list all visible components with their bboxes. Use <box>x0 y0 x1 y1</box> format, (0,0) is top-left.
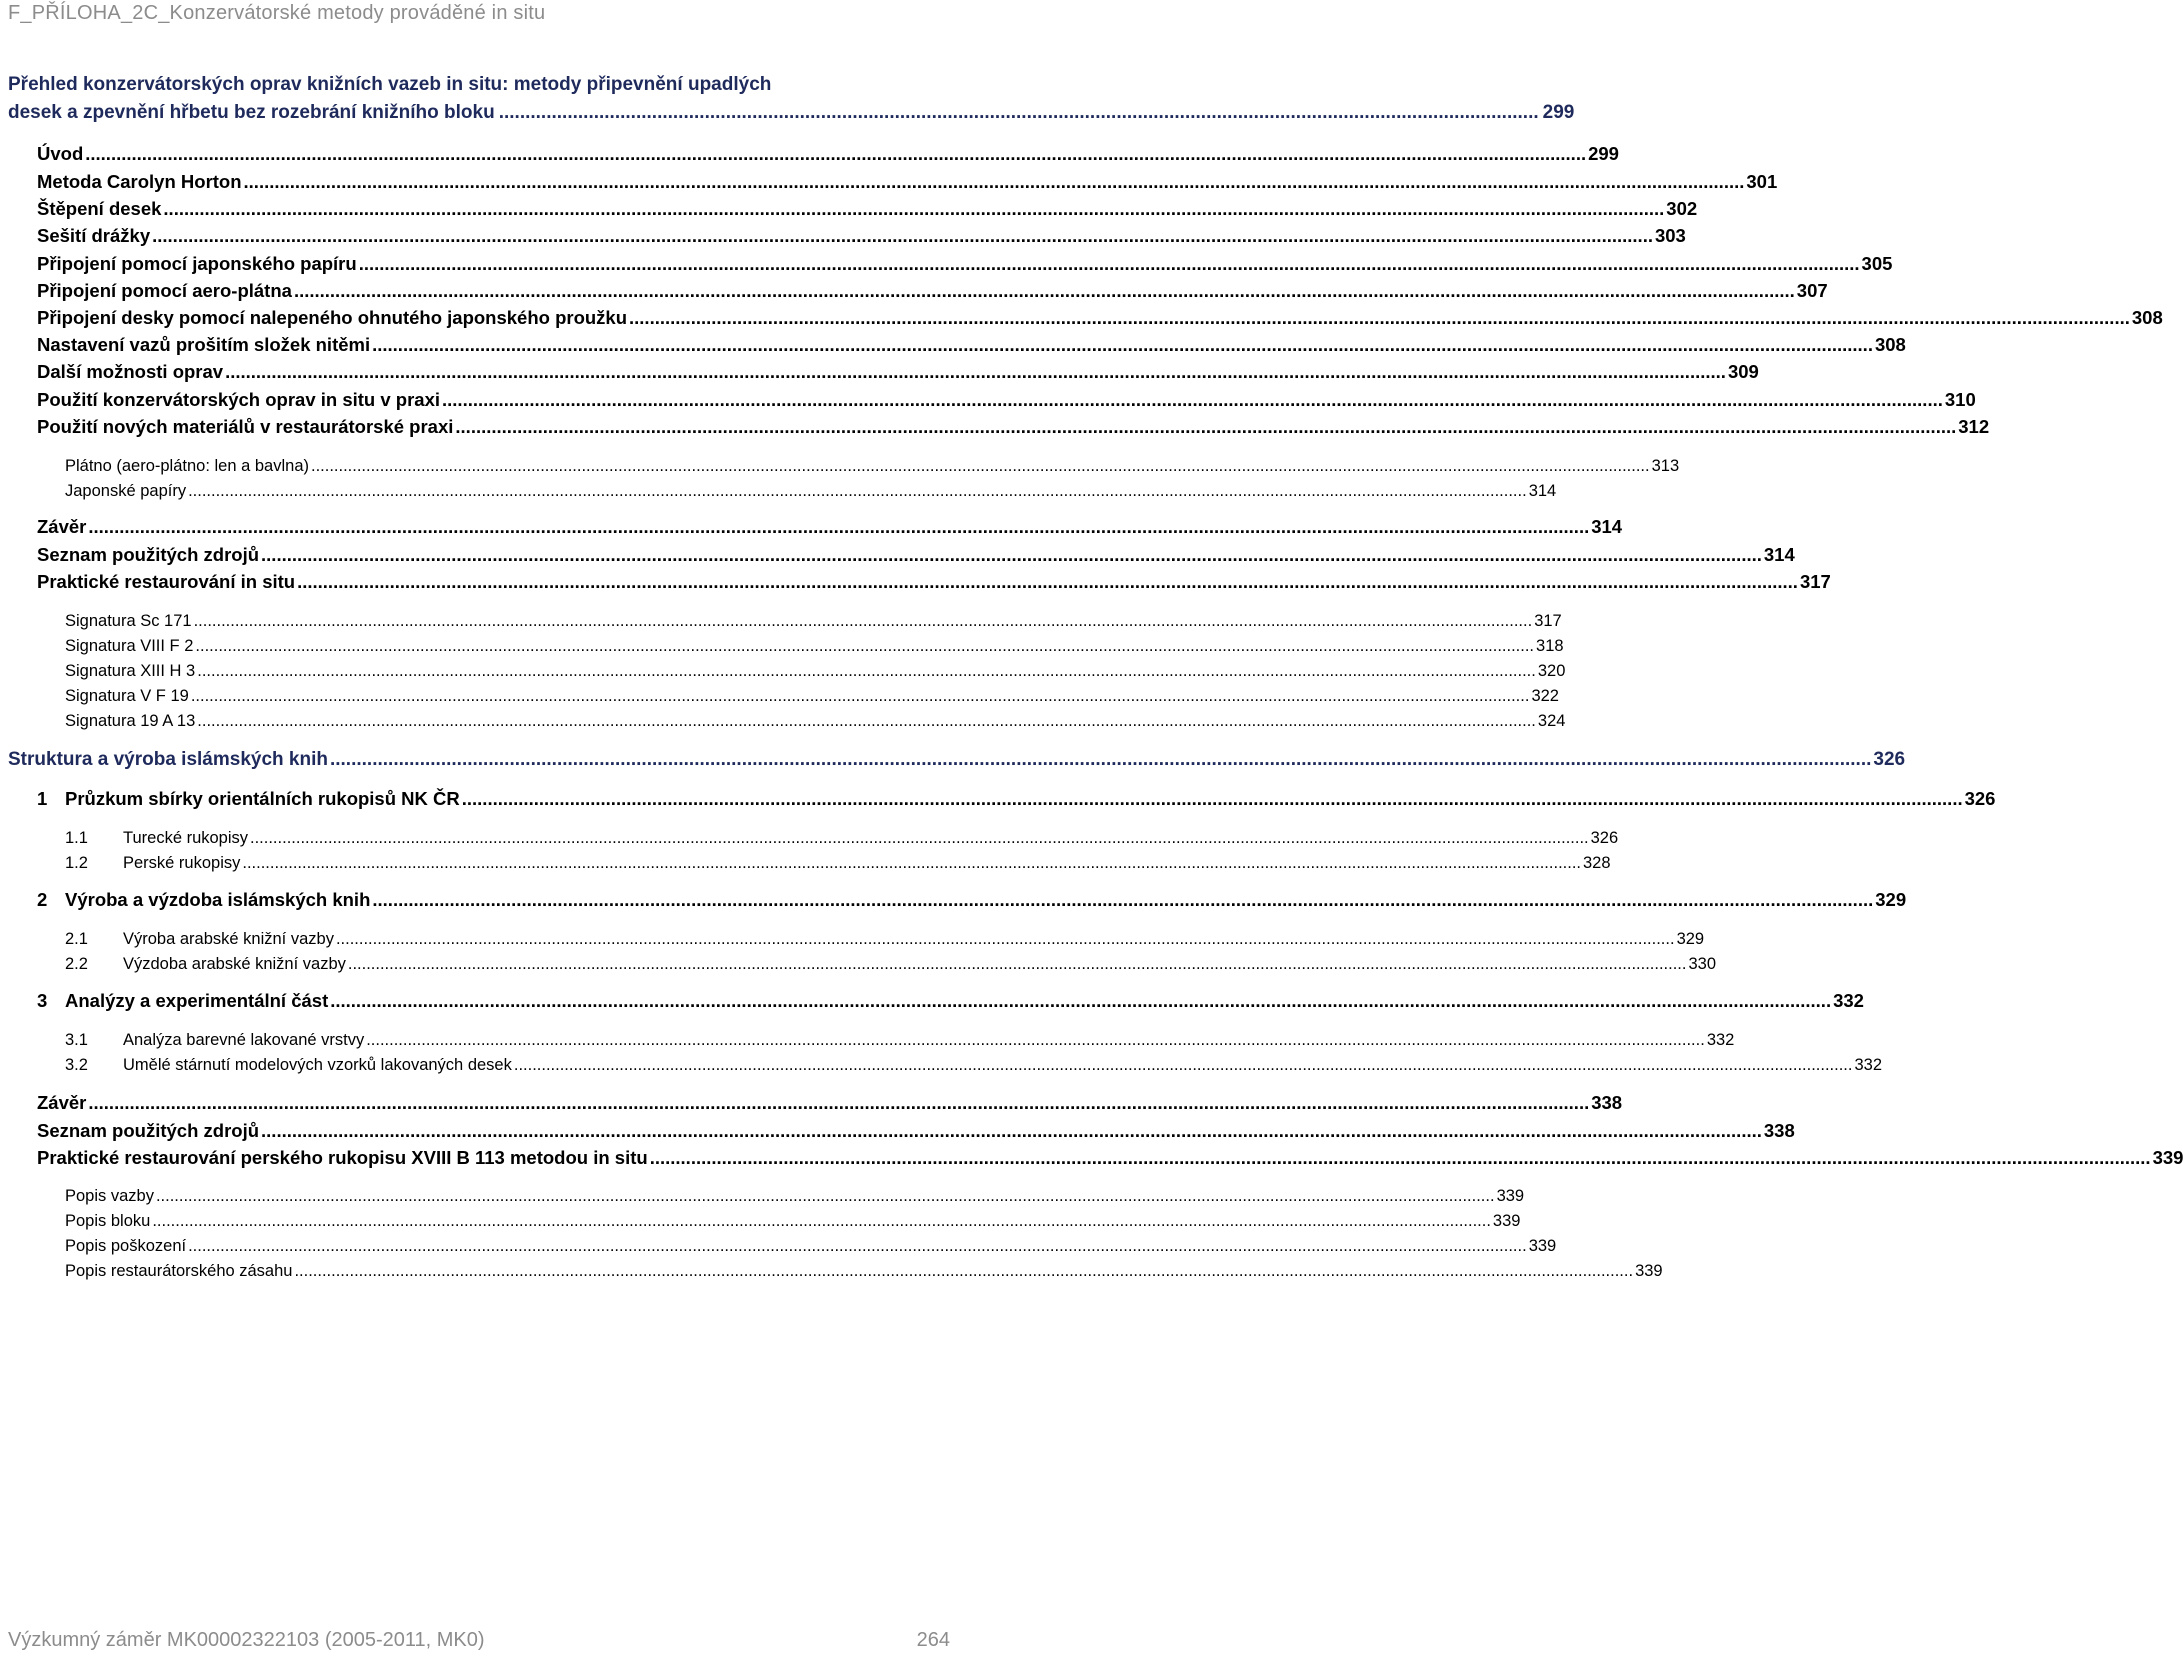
toc-leader-dots <box>261 1120 1762 1142</box>
toc-entry-text: Analýza barevné lakované vrstvy <box>123 1031 365 1049</box>
toc-page-number: 339 <box>2152 1147 2183 1168</box>
toc-entry-text: Výzdoba arabské knižní vazby <box>123 955 346 973</box>
toc-entry-text: Připojení desky pomocí nalepeného ohnutého japonského proužku <box>37 307 628 328</box>
toc-page-number: 314 <box>1528 482 1557 500</box>
toc-entry-text: Signatura XIII H 3 <box>65 662 196 680</box>
toc-page-number: 320 <box>1537 662 1566 680</box>
toc-leader-dots <box>152 225 1653 247</box>
toc-page-number: 305 <box>1861 253 1893 274</box>
toc-page-number: 308 <box>2131 307 2163 328</box>
toc-entry-text: Popis restaurátorského zásahu <box>65 1262 293 1280</box>
toc-entry-text: Seznam použitých zdrojů <box>37 544 260 565</box>
toc-entry[interactable] <box>37 221 1686 247</box>
toc-page-number: 339 <box>1635 1262 1663 1280</box>
toc-subentry[interactable] <box>65 1257 1663 1281</box>
toc-title-line-2-text: desek a zpevnění hřbetu bez rozebrání knižního bloku <box>8 102 495 123</box>
toc-page-number: 308 <box>1874 334 1906 355</box>
toc-entry-number: 3.1 <box>65 1031 88 1049</box>
toc-page-number: 329 <box>1676 930 1705 948</box>
toc-entry[interactable] <box>37 357 1759 383</box>
toc-chapter[interactable] <box>37 885 1907 911</box>
toc-leader-dots <box>195 637 1534 656</box>
toc-entry[interactable] <box>37 540 1795 566</box>
toc-page-number: 326 <box>1590 829 1619 847</box>
toc-leader-dots <box>455 416 1956 438</box>
toc-subentry[interactable] <box>65 632 1564 656</box>
toc-leader-dots <box>650 1147 2151 1169</box>
toc-entry-number: 1.2 <box>65 854 88 872</box>
toc-entry[interactable] <box>37 412 1990 438</box>
toc-entry[interactable] <box>37 1143 2183 1169</box>
toc-entry[interactable] <box>37 276 1828 302</box>
toc-leader-dots <box>336 930 1675 949</box>
toc-entry-text: Další možnosti oprav <box>37 361 224 382</box>
toc-leader-dots <box>297 571 1798 593</box>
toc-subentry[interactable] <box>65 452 1680 476</box>
toc-entry-text: Výroba arabské knižní vazby <box>123 930 334 948</box>
toc-subchapter[interactable] <box>65 950 1717 974</box>
toc-section-title-1[interactable] <box>8 70 1575 126</box>
toc-entry-text: Nastavení vazů prošitím složek nitěmi <box>37 334 371 355</box>
toc-page-number: 338 <box>1591 1092 1623 1113</box>
toc-entry-text: Použití nových materiálů v restaurátorské praxi <box>37 416 454 437</box>
toc-page-number: 339 <box>1496 1187 1525 1205</box>
toc-entry-text: Turecké rukopisy <box>123 829 249 847</box>
toc-entry-number: 2.1 <box>65 930 88 948</box>
toc-leader-dots <box>191 687 1530 706</box>
toc-entry-text: Signatura Sc 171 <box>65 612 192 630</box>
toc-leader-dots <box>152 1212 1491 1231</box>
toc-entry-text: Připojení pomocí japonského papíru <box>37 253 357 274</box>
toc-leader-dots <box>244 171 1745 193</box>
toc-subentry[interactable] <box>65 707 1566 731</box>
toc-entry-text: Sešití drážky <box>37 225 151 246</box>
toc-entry-text: Průzkum sbírky orientálních rukopisů NK ČR <box>65 788 460 809</box>
toc-subchapter[interactable] <box>65 1026 1735 1050</box>
toc-leader-dots <box>442 389 1943 411</box>
toc-page-number: 339 <box>1492 1212 1521 1230</box>
toc-entry-number: 3 <box>37 990 48 1011</box>
toc-entry-number: 2 <box>37 889 48 910</box>
toc-entry-text: Výroba a výzdoba islámských knih <box>65 889 371 910</box>
toc-entry-text: Praktické restaurování in situ <box>37 571 296 592</box>
toc-leader-dots <box>242 854 1581 873</box>
toc-entry[interactable] <box>37 167 1778 193</box>
toc-subchapter[interactable] <box>65 849 1611 873</box>
toc-leader-dots <box>197 662 1536 681</box>
toc-subchapter[interactable] <box>65 1051 1882 1075</box>
toc-page-number: 324 <box>1537 712 1566 730</box>
toc-leader-dots <box>514 1056 1853 1075</box>
toc-leader-dots <box>372 334 1873 356</box>
toc-page-number: 326 <box>1964 788 1996 809</box>
toc-page-number: 312 <box>1958 416 1990 437</box>
toc-page-number: 317 <box>1799 571 1831 592</box>
toc-page-number: 307 <box>1796 280 1828 301</box>
toc-leader-dots <box>629 307 2130 329</box>
toc-subentry[interactable] <box>65 607 1562 631</box>
toc-page-number: 310 <box>1944 389 1976 410</box>
toc-page-number: 313 <box>1651 457 1680 475</box>
toc-entry-text: Závěr <box>37 1092 87 1113</box>
toc-subentry[interactable] <box>65 1207 1521 1231</box>
toc-leader-dots: ..................................................................................................................................................................................................... <box>498 102 1539 123</box>
toc-page-number: 302 <box>1666 198 1698 219</box>
running-header: F_PŘÍLOHA_2C_Konzervátorské metody prováděné in situ <box>8 2 546 24</box>
toc-entry[interactable] <box>37 249 1893 275</box>
toc-leader-dots <box>85 143 1586 165</box>
toc-page-number: 326 <box>1873 749 1906 770</box>
toc-page-number: 339 <box>1528 1237 1557 1255</box>
toc-subentry[interactable] <box>65 657 1566 681</box>
toc-page-number: 332 <box>1833 990 1864 1011</box>
toc-leader-dots <box>197 712 1536 731</box>
toc-entry[interactable] <box>37 194 1698 220</box>
toc-title-line-2 <box>8 98 1575 126</box>
toc-page-number: 330 <box>1688 955 1717 973</box>
toc-entry[interactable] <box>37 303 2163 329</box>
toc-leader-dots <box>359 253 1860 275</box>
toc-leader-dots <box>188 1237 1527 1256</box>
toc-entry-text: Perské rukopisy <box>123 854 241 872</box>
toc-entry-text: Praktické restaurování perského rukopisu XVIII B 113 metodou in situ <box>37 1147 648 1168</box>
toc-entry[interactable] <box>37 139 1619 165</box>
toc-leader-dots <box>225 361 1726 383</box>
toc-leader-dots <box>163 198 1664 220</box>
toc-entry-text: Umělé stárnutí modelových vzorků lakovaných desek <box>123 1056 512 1074</box>
toc-entry-text: Metoda Carolyn Horton <box>37 171 242 192</box>
footer-page-number: 264 <box>916 1629 950 1651</box>
toc-entry-number: 1 <box>37 788 48 809</box>
toc-leader-dots <box>330 749 1871 771</box>
toc-entry-text: Připojení pomocí aero-plátna <box>37 280 292 301</box>
toc-entry[interactable] <box>37 567 1831 593</box>
toc-leader-dots <box>372 889 1873 911</box>
toc-page-number: 332 <box>1854 1056 1882 1074</box>
toc-leader-dots <box>366 1031 1705 1050</box>
toc-section-title-2[interactable] <box>8 744 1906 771</box>
toc-subentry[interactable] <box>65 1232 1557 1256</box>
toc-page-number: 299 <box>1542 102 1575 123</box>
toc-entry-text: Popis vazby <box>65 1187 154 1205</box>
toc-entry[interactable] <box>37 330 1906 356</box>
toc-leader-dots <box>348 955 1687 974</box>
toc-entry-text: Analýzy a experimentální část <box>65 990 329 1011</box>
toc-entry[interactable] <box>37 1116 1795 1142</box>
toc-subchapter[interactable] <box>65 925 1705 949</box>
toc-entry-text: Signatura VIII F 2 <box>65 637 194 655</box>
toc-page-number: 299 <box>1588 143 1619 164</box>
toc-leader-dots <box>330 990 1831 1012</box>
toc-page-number: 338 <box>1763 1120 1795 1141</box>
toc-leader-dots <box>250 829 1589 848</box>
toc-page-number: 317 <box>1534 612 1562 630</box>
toc-subentry[interactable] <box>65 1182 1525 1206</box>
toc-page-number: 318 <box>1536 637 1564 655</box>
toc-entry-number: 2.2 <box>65 955 88 973</box>
toc-leader-dots <box>462 788 1963 810</box>
toc-entry-text: Japonské papíry <box>65 482 187 500</box>
toc-title-line-1: Přehled konzervátorských oprav knižních vazeb in situ: metody připevnění upadlých <box>8 74 772 95</box>
toc-leader-dots <box>88 516 1589 538</box>
toc-leader-dots <box>156 1187 1495 1206</box>
toc-subentry[interactable] <box>65 682 1559 706</box>
toc-entry-text: Použití konzervátorských oprav in situ v praxi <box>37 389 441 410</box>
toc-entry-text: Popis poškození <box>65 1237 187 1255</box>
toc-page-number: 309 <box>1727 361 1759 382</box>
toc-entry[interactable] <box>37 1088 1623 1114</box>
toc-leader-dots <box>311 457 1650 476</box>
toc-leader-dots <box>294 1262 1633 1281</box>
toc-entry-text: Struktura a výroba islámských knih <box>8 749 328 770</box>
toc-page-number: 301 <box>1746 171 1778 192</box>
toc-entry[interactable] <box>37 385 1976 411</box>
footer-text: Výzkumný záměr MK00002322103 (2005-2011, MK0) <box>8 1629 485 1651</box>
toc-page-number: 329 <box>1875 889 1907 910</box>
toc-entry-text: Závěr <box>37 516 87 537</box>
toc-chapter[interactable] <box>37 986 1864 1012</box>
toc-entry-number: 3.2 <box>65 1056 88 1074</box>
toc-entry-text: Seznam použitých zdrojů <box>37 1120 260 1141</box>
toc-entry-text: Signatura V F 19 <box>65 687 189 705</box>
toc-page-number: 303 <box>1654 225 1686 246</box>
toc-leader-dots <box>294 280 1795 302</box>
toc-entry-text: Úvod <box>37 143 84 164</box>
toc-page-number: 314 <box>1591 516 1623 537</box>
toc-entry-text: Signatura 19 A 13 <box>65 712 196 730</box>
toc-page-number: 322 <box>1531 687 1559 705</box>
toc-entry-text: Štěpení desek <box>37 198 162 219</box>
toc-entry-number: 1.1 <box>65 829 88 847</box>
toc-leader-dots <box>194 612 1533 631</box>
toc-chapter[interactable] <box>37 784 1996 810</box>
toc-page-number: 332 <box>1706 1031 1735 1049</box>
toc-leader-dots <box>261 544 1762 566</box>
toc-subentry[interactable] <box>65 477 1557 501</box>
toc-entry-text: Popis bloku <box>65 1212 151 1230</box>
toc-entry[interactable] <box>37 512 1623 538</box>
toc-leader-dots <box>88 1092 1589 1114</box>
toc-subchapter[interactable] <box>65 824 1619 848</box>
toc-leader-dots <box>188 482 1527 501</box>
toc-page-number: 328 <box>1583 854 1611 872</box>
toc-entry-text: Plátno (aero-plátno: len a bavlna) <box>65 457 309 475</box>
toc-page-number: 314 <box>1763 544 1795 565</box>
